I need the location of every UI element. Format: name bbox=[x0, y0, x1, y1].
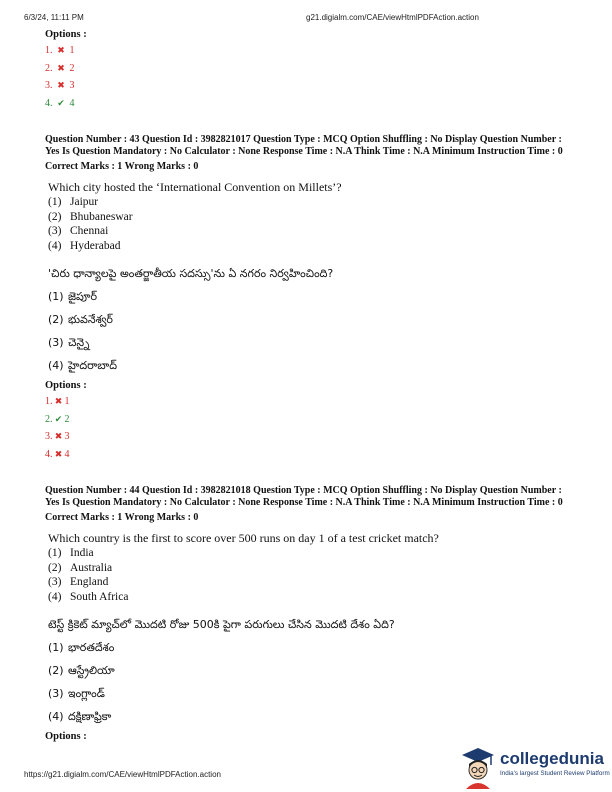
header-url: g21.digialm.com/CAE/viewHtmlPDFAction.action bbox=[306, 13, 479, 22]
answer-option: (3) Chennai bbox=[48, 225, 109, 237]
option-value: 1 bbox=[69, 45, 75, 56]
answer-option-telugu: (3) ఇంగ్లాండ్ bbox=[48, 687, 105, 700]
marks-info: Correct Marks : 1 Wrong Marks : 0 bbox=[45, 512, 199, 523]
options-label: Options : bbox=[45, 731, 87, 742]
option-row: 1. ✖ 1 bbox=[45, 393, 575, 411]
option-number: 2. bbox=[45, 62, 53, 74]
graduate-icon bbox=[458, 745, 498, 789]
question-block-44 bbox=[45, 485, 575, 744]
prev-options bbox=[45, 28, 575, 112]
browser-header bbox=[24, 13, 588, 25]
option-number: 4. bbox=[45, 97, 53, 109]
option-row bbox=[45, 60, 575, 78]
option-value: 3 bbox=[69, 80, 75, 91]
answer-option-telugu: (2) భువనేశ్వర్ bbox=[48, 313, 113, 326]
answer-option-telugu: (1) భారతదేశం bbox=[48, 641, 115, 654]
question-english bbox=[48, 531, 575, 604]
cross-icon: ✖ bbox=[54, 448, 63, 459]
option-row bbox=[45, 42, 575, 60]
question-meta: Question Number : 43 Question Id : 3982821017 Question Type : MCQ Option Shuffling : No Display Question Number : Yes Is Question Mandatory : No Calculator : None Response Time : N.A Think Time : N.A Minimum Instruction Time : 0 bbox=[45, 134, 563, 157]
question-text-telugu: టెస్ట్ క్రికెట్ మ్యాచ్‌లో మొదటి రోజు 500కి పైగా పరుగులు చేసిన మొదటి దేశం ఏది? bbox=[48, 618, 395, 631]
question-text: Which city hosted the ‘International Convention on Millets’? bbox=[48, 180, 342, 194]
question-telugu bbox=[48, 618, 575, 724]
answer-option: (1) Jaipur bbox=[48, 196, 99, 208]
answer-option-telugu: (4) దక్షిణాఫ్రికా bbox=[48, 710, 112, 723]
option-row bbox=[45, 95, 575, 113]
footer-url: https://g21.digialm.com/CAE/viewHtmlPDFAction.action bbox=[24, 770, 221, 779]
option-value: 2 bbox=[69, 62, 75, 74]
question-telugu bbox=[48, 267, 575, 373]
answer-option: (1) India bbox=[48, 547, 94, 559]
options-label: Options : bbox=[45, 380, 87, 391]
options-label: Options : bbox=[45, 29, 87, 40]
option-row: 2. ✔ 2 bbox=[45, 411, 575, 429]
answer-option-telugu: (3) చెన్నై bbox=[48, 336, 90, 349]
cross-icon: ✖ bbox=[57, 80, 65, 90]
options-key bbox=[45, 379, 575, 463]
answer-option: (2) Australia bbox=[48, 561, 113, 574]
answer-option: (4) South Africa bbox=[48, 590, 129, 603]
check-icon: ✔ bbox=[54, 413, 63, 424]
answer-option: (4) Hyderabad bbox=[48, 239, 121, 252]
option-row bbox=[45, 77, 575, 95]
option-row: 3. ✖ 3 bbox=[45, 428, 575, 446]
question-text-telugu: 'చిరు ధాన్యాలపై అంతర్జాతీయ సదస్సు'ను ఏ నగరం నిర్వహించింది? bbox=[48, 267, 334, 280]
answer-option: (2) Bhubaneswar bbox=[48, 210, 133, 223]
cross-icon: ✖ bbox=[57, 45, 65, 55]
cross-icon: ✖ bbox=[54, 431, 63, 441]
option-value: 4 bbox=[69, 97, 75, 109]
option-number: 3. bbox=[45, 80, 53, 91]
option-row: 4. ✖ 4 bbox=[45, 446, 575, 464]
logo-tagline: India's largest Student Review Platform bbox=[500, 770, 610, 777]
answer-option-telugu: (2) ఆస్ట్రేలియా bbox=[48, 664, 115, 677]
question-meta: Question Number : 44 Question Id : 3982821018 Question Type : MCQ Option Shuffling : No Display Question Number : Yes Is Question Mandatory : No Calculator : None Response Time : N.A Think Time : N.A Minimum Instruction Time : 0 bbox=[45, 485, 563, 508]
answer-option: (3) England bbox=[48, 576, 109, 588]
answer-option-telugu: (1) జైపూర్ bbox=[48, 290, 97, 303]
check-icon: ✔ bbox=[57, 97, 65, 108]
question-english bbox=[48, 180, 575, 253]
cross-icon: ✖ bbox=[54, 396, 63, 406]
print-date: 6/3/24, 11:11 PM bbox=[24, 13, 84, 22]
option-number: 1. bbox=[45, 45, 53, 56]
logo-brand: collegedunia bbox=[500, 749, 604, 768]
collegedunia-logo bbox=[458, 745, 610, 789]
cross-icon: ✖ bbox=[57, 62, 65, 73]
question-block-43 bbox=[45, 134, 575, 463]
marks-info: Correct Marks : 1 Wrong Marks : 0 bbox=[45, 161, 199, 172]
answer-option-telugu: (4) హైదరాబాద్ bbox=[48, 359, 117, 372]
page-content bbox=[45, 28, 575, 744]
question-text: Which country is the first to score over 500 runs on day 1 of a test cricket match? bbox=[48, 531, 439, 545]
